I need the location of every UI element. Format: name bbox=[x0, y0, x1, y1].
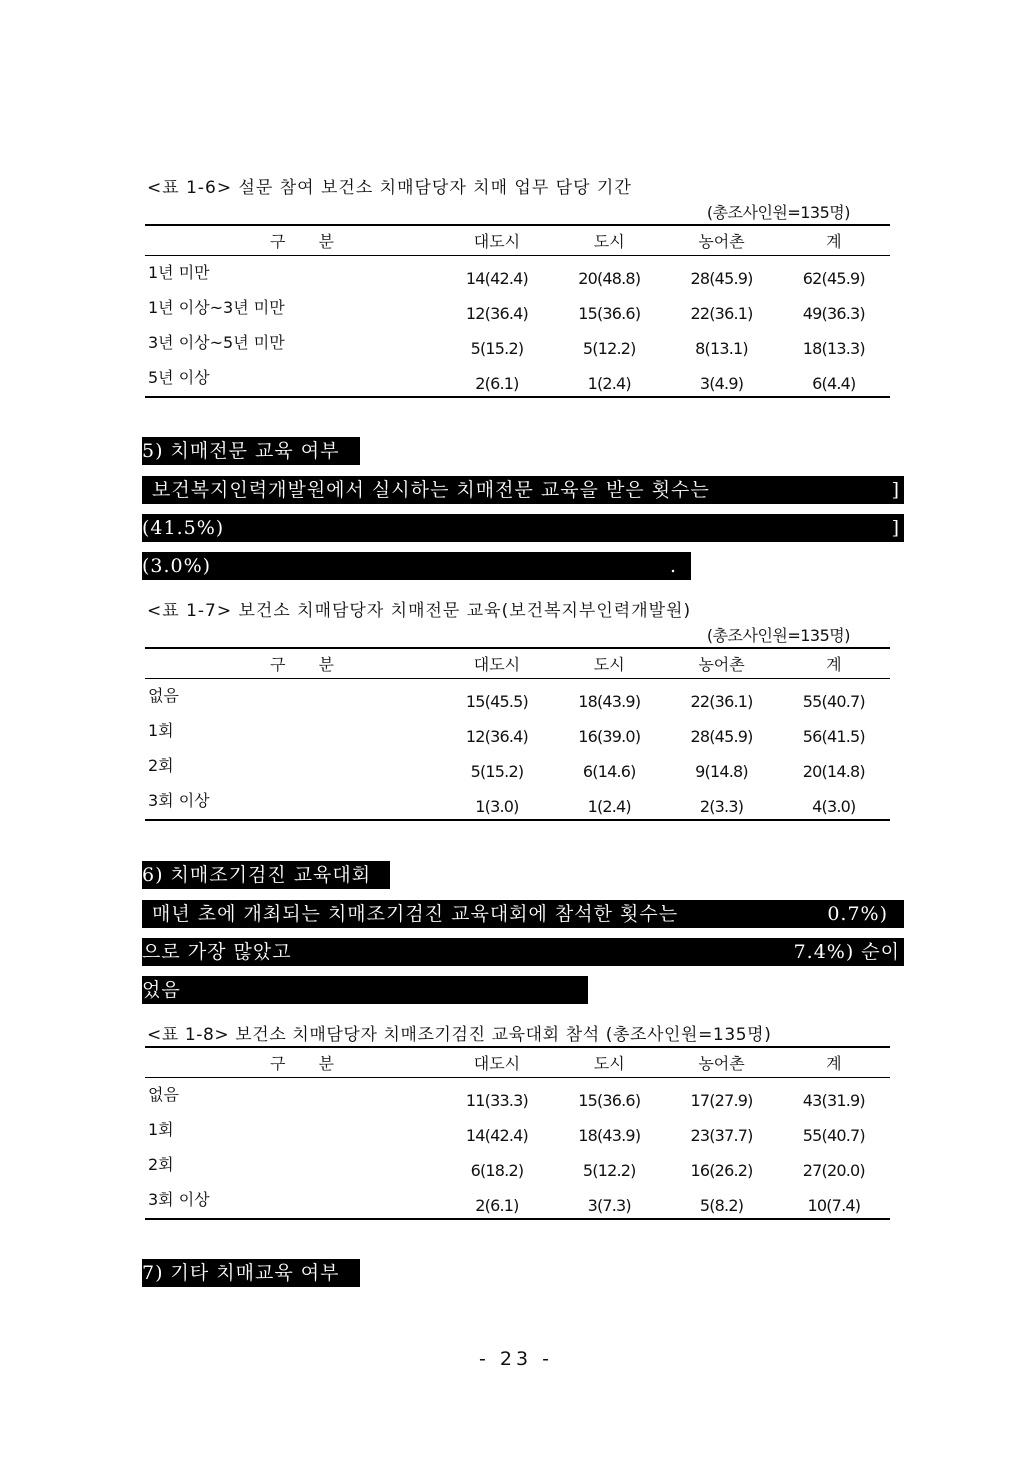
table-cell: 62(45.9) bbox=[802, 269, 865, 288]
header-row bbox=[145, 648, 890, 679]
row-label: 1년 미만 bbox=[148, 263, 210, 282]
row-label: 2회 bbox=[148, 756, 174, 775]
section-5-line-1-end: ] bbox=[891, 479, 900, 501]
table-cell: 27(20.0) bbox=[802, 1161, 865, 1180]
table-row bbox=[145, 256, 890, 292]
column-header: 농어촌 bbox=[665, 648, 777, 679]
table-1-6-total: (총조사인원=135명) bbox=[706, 203, 850, 222]
section-5-line-3-end: . bbox=[669, 555, 677, 577]
table-cell: 18(43.9) bbox=[578, 1126, 641, 1145]
row-label: 3년 이상~5년 미만 bbox=[148, 333, 285, 352]
section-5-line-3 bbox=[142, 552, 691, 580]
table-1-7-caption: <표 1-7> 보건소 치매담당자 치매전문 교육(보건복지부인력개발원) bbox=[147, 601, 692, 621]
section-6-line-1 bbox=[142, 900, 904, 928]
table-cell: 56(41.5) bbox=[802, 727, 865, 746]
table-1-6-caption: <표 1-6> 설문 참여 보건소 치매담당자 치매 업무 담당 기간 bbox=[147, 178, 632, 198]
row-label: 3회 이상 bbox=[145, 784, 441, 820]
section-6-line-3-text: 었음 bbox=[142, 979, 181, 1001]
header-row bbox=[145, 1047, 890, 1078]
table-cell: 5(15.2) bbox=[470, 339, 524, 358]
table-cell: 12(36.4) bbox=[465, 727, 528, 746]
table-row bbox=[145, 784, 890, 820]
table-cell: 6(18.2) bbox=[470, 1161, 524, 1180]
section-5-line-2-end: ] bbox=[891, 517, 900, 539]
table-row bbox=[145, 1148, 890, 1183]
section-6-line-3 bbox=[142, 976, 588, 1004]
table-cell: 2(6.1) bbox=[441, 1183, 553, 1219]
table-cell: 5(12.2) bbox=[582, 1161, 636, 1180]
row-label: 1년 이상~3년 미만 bbox=[148, 298, 285, 317]
table-cell: 28(45.9) bbox=[690, 727, 753, 746]
table-cell: 20(14.8) bbox=[802, 762, 865, 781]
column-header: 대도시 bbox=[441, 1047, 553, 1078]
table-cell: 20(48.8) bbox=[578, 269, 641, 288]
table-cell: 3(7.3) bbox=[553, 1183, 665, 1219]
section-5-line-2-text: (41.5%) bbox=[142, 517, 225, 539]
section-5-line-1-text: 보건복지인력개발원에서 실시하는 치매전문 교육을 받은 횟수는 bbox=[152, 479, 710, 501]
table-cell: 6(14.6) bbox=[582, 762, 636, 781]
column-header: 계 bbox=[778, 648, 890, 679]
table-cell: 15(36.6) bbox=[578, 1091, 641, 1110]
section-6-line-1-text: 매년 초에 개최되는 치매조기검진 교육대회에 참석한 횟수는 bbox=[152, 903, 679, 925]
row-label: 없음 bbox=[148, 686, 179, 705]
table-cell: 9(14.8) bbox=[695, 762, 748, 781]
table-cell: 14(42.4) bbox=[465, 269, 528, 288]
row-label: 2회 bbox=[148, 1155, 174, 1174]
row-label: 없음 bbox=[148, 1085, 179, 1104]
table-row bbox=[145, 1078, 890, 1114]
table-cell: 15(45.5) bbox=[465, 692, 528, 711]
table-cell: 5(12.2) bbox=[582, 339, 636, 358]
table-cell: 23(37.7) bbox=[690, 1126, 753, 1145]
row-label: 1회 bbox=[148, 721, 174, 740]
table-cell: 1(3.0) bbox=[441, 784, 553, 820]
column-header: 농어촌 bbox=[665, 225, 777, 256]
section-6-line-1-end: 0.7%) bbox=[827, 903, 888, 925]
table-row bbox=[145, 1113, 890, 1148]
table-cell: 11(33.3) bbox=[465, 1091, 528, 1110]
table-cell: 10(7.4) bbox=[778, 1183, 890, 1219]
table-cell: 2(6.1) bbox=[441, 361, 553, 397]
table-row bbox=[145, 291, 890, 326]
section-5-line-1 bbox=[142, 476, 904, 504]
section-5-line-3-text: (3.0%) bbox=[142, 555, 212, 577]
column-header: 구 분 bbox=[145, 225, 441, 256]
table-1-7 bbox=[145, 647, 890, 821]
column-header: 구 분 bbox=[145, 1047, 441, 1078]
table-cell: 2(3.3) bbox=[665, 784, 777, 820]
table-cell: 28(45.9) bbox=[690, 269, 753, 288]
header-row bbox=[145, 225, 890, 256]
column-header: 도시 bbox=[553, 225, 665, 256]
table-cell: 18(13.3) bbox=[802, 339, 865, 358]
column-header: 대도시 bbox=[441, 648, 553, 679]
page-number: - 23 - bbox=[479, 1348, 553, 1370]
table-row bbox=[145, 714, 890, 749]
table-cell: 3(4.9) bbox=[665, 361, 777, 397]
table-1-7-total: (총조사인원=135명) bbox=[706, 626, 850, 645]
table-cell: 14(42.4) bbox=[465, 1126, 528, 1145]
table-row bbox=[145, 1183, 890, 1219]
table-cell: 55(40.7) bbox=[802, 1126, 865, 1145]
table-row bbox=[145, 679, 890, 715]
column-header: 계 bbox=[778, 225, 890, 256]
table-cell: 1(2.4) bbox=[553, 784, 665, 820]
table-cell: 12(36.4) bbox=[465, 304, 528, 323]
table-cell: 15(36.6) bbox=[578, 304, 641, 323]
section-5-heading: 5) 치매전문 교육 여부 bbox=[142, 437, 360, 465]
table-cell: 17(27.9) bbox=[690, 1091, 753, 1110]
table-cell: 1(2.4) bbox=[553, 361, 665, 397]
column-header: 도시 bbox=[553, 648, 665, 679]
table-cell: 49(36.3) bbox=[802, 304, 865, 323]
table-cell: 22(36.1) bbox=[690, 692, 753, 711]
section-6-line-2-text: 으로 가장 많았고 bbox=[142, 941, 292, 963]
table-cell: 43(31.9) bbox=[802, 1091, 865, 1110]
table-1-8-caption: <표 1-8> 보건소 치매담당자 치매조기검진 교육대회 참석 (총조사인원=135명) bbox=[147, 1025, 772, 1045]
table-1-8 bbox=[145, 1046, 890, 1220]
section-7-heading: 7) 기타 치매교육 여부 bbox=[142, 1259, 360, 1287]
table-cell: 55(40.7) bbox=[802, 692, 865, 711]
table-cell: 8(13.1) bbox=[695, 339, 748, 358]
table-cell: 16(39.0) bbox=[578, 727, 641, 746]
section-6-heading: 6) 치매조기검진 교육대회 bbox=[142, 861, 390, 889]
table-cell: 4(3.0) bbox=[778, 784, 890, 820]
table-cell: 6(4.4) bbox=[778, 361, 890, 397]
table-cell: 22(36.1) bbox=[690, 304, 753, 323]
column-header: 계 bbox=[778, 1047, 890, 1078]
row-label: 1회 bbox=[148, 1120, 174, 1139]
table-row bbox=[145, 326, 890, 361]
section-6-line-2-end: 7.4%) 순이 bbox=[793, 941, 900, 963]
table-cell: 16(26.2) bbox=[690, 1161, 753, 1180]
row-label: 3회 이상 bbox=[145, 1183, 441, 1219]
row-label: 5년 이상 bbox=[145, 361, 441, 397]
column-header: 도시 bbox=[553, 1047, 665, 1078]
table-row bbox=[145, 361, 890, 397]
table-cell: 5(8.2) bbox=[665, 1183, 777, 1219]
column-header: 구 분 bbox=[145, 648, 441, 679]
table-cell: 5(15.2) bbox=[470, 762, 524, 781]
table-1-6 bbox=[145, 224, 890, 398]
table-row bbox=[145, 749, 890, 784]
table-cell: 18(43.9) bbox=[578, 692, 641, 711]
section-6-line-2 bbox=[142, 938, 904, 966]
column-header: 대도시 bbox=[441, 225, 553, 256]
section-5-line-2 bbox=[142, 514, 904, 542]
column-header: 농어촌 bbox=[665, 1047, 777, 1078]
